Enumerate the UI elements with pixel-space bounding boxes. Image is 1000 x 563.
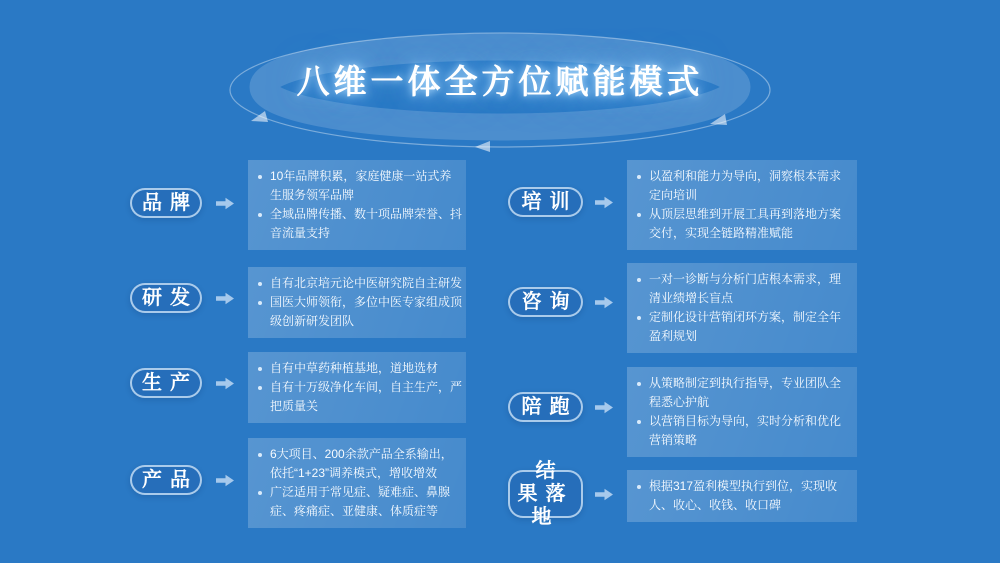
bullet-text: 自有十万级净化车间，自主生产，严把质量关 — [270, 380, 463, 413]
bullet-item — [258, 445, 463, 483]
bullet-dot-icon — [637, 278, 641, 282]
bullet-text: 国医大师领衔，多位中医专家组成顶级创新研发团队 — [270, 295, 463, 328]
bullet-dot-icon — [258, 386, 262, 390]
content-card-product — [248, 438, 466, 528]
right-arrow-icon — [215, 377, 235, 390]
bullet-item — [637, 412, 851, 450]
bullet-dot-icon — [258, 367, 262, 371]
bullet-dot-icon — [637, 316, 641, 320]
bullet-dot-icon — [258, 213, 262, 217]
category-label-rnd: 研发 — [142, 286, 198, 309]
slide-title: 八维一体全方位赋能模式 — [296, 63, 704, 100]
category-label-results: 结果落地 — [517, 459, 574, 528]
category-pill-consulting — [508, 287, 583, 317]
bullet-dot-icon — [637, 485, 641, 489]
content-card-accompaniment — [627, 367, 857, 457]
bullet-dot-icon — [258, 491, 262, 495]
right-arrow-icon — [215, 474, 235, 487]
category-pill-brand — [130, 188, 202, 218]
bullet-text: 从策略制定到执行指导，专业团队全程悉心护航 — [649, 376, 842, 409]
bullet-dot-icon — [637, 175, 641, 179]
bullet-text: 自有中草药种植基地，道地选材 — [270, 361, 439, 375]
bullet-dot-icon — [637, 420, 641, 424]
bullet-dot-icon — [258, 453, 262, 457]
right-arrow-icon — [215, 292, 235, 305]
bullet-text: 10年品牌积累，家庭健康一站式养生服务领军品牌 — [270, 169, 452, 202]
content-card-training — [627, 160, 857, 250]
bullet-dot-icon — [258, 175, 262, 179]
bullet-item — [258, 483, 463, 521]
bullet-item — [637, 167, 851, 205]
category-label-product: 产品 — [142, 468, 198, 491]
bullet-item — [637, 374, 851, 412]
content-card-results — [627, 470, 857, 522]
bullet-text: 一对一诊断与分析门店根本需求，理清业绩增长盲点 — [649, 272, 842, 305]
category-label-production: 生产 — [142, 371, 198, 394]
category-pill-accompaniment — [508, 392, 583, 422]
category-pill-product — [130, 465, 202, 495]
bullet-text: 定制化设计营销闭环方案，制定全年盈利规划 — [649, 310, 842, 343]
bullet-text: 以营销目标为导向，实时分析和优化营销策略 — [649, 414, 842, 447]
category-pill-production — [130, 368, 202, 398]
bullet-item — [258, 378, 463, 416]
bullet-item — [258, 205, 463, 243]
content-card-rnd — [248, 267, 466, 338]
right-arrow-icon — [594, 488, 614, 501]
bullet-item — [637, 477, 851, 515]
category-pill-results — [508, 459, 583, 528]
bullet-dot-icon — [258, 282, 262, 286]
bullet-item — [637, 308, 851, 346]
bullet-item — [637, 270, 851, 308]
bullet-dot-icon — [637, 382, 641, 386]
right-arrow-icon — [215, 197, 235, 210]
category-pill-training — [508, 187, 583, 217]
content-card-brand — [248, 160, 466, 250]
bullet-dot-icon — [258, 301, 262, 305]
right-arrow-icon — [594, 196, 614, 209]
bullet-text: 根据317盈利模型执行到位，实现收人、收心、收钱、收口碑 — [649, 479, 838, 512]
bullet-text: 全域品牌传播、数十项品牌荣誉、抖音流量支持 — [270, 207, 463, 240]
bullet-text: 以盈利和能力为导向，洞察根本需求定向培训 — [649, 169, 842, 202]
bullet-item — [258, 293, 463, 331]
content-card-production — [248, 352, 466, 423]
category-label-training: 培训 — [521, 190, 578, 213]
bullet-item — [258, 359, 463, 378]
category-label-accompaniment: 陪跑 — [521, 395, 578, 418]
bullet-item — [637, 205, 851, 243]
category-label-brand: 品牌 — [142, 191, 198, 214]
bullet-dot-icon — [637, 213, 641, 217]
bullet-item — [258, 167, 463, 205]
bullet-text: 6大项目、200余款产品全系输出，依托“1+23”调养模式，增收增效 — [270, 447, 453, 480]
bullet-text: 从顶层思维到开展工具再到落地方案交付，实现全链路精准赋能 — [649, 207, 842, 240]
bullet-text: 广泛适用于常见症、疑难症、鼻腺症、疼痛症、亚健康、体质症等 — [270, 485, 451, 518]
bullet-text: 自有北京培元论中医研究院自主研发 — [270, 276, 463, 290]
category-label-consulting: 咨询 — [521, 290, 578, 313]
right-arrow-icon — [594, 401, 614, 414]
category-pill-rnd — [130, 283, 202, 313]
content-card-consulting — [627, 263, 857, 353]
right-arrow-icon — [594, 296, 614, 309]
bullet-item — [258, 274, 463, 293]
